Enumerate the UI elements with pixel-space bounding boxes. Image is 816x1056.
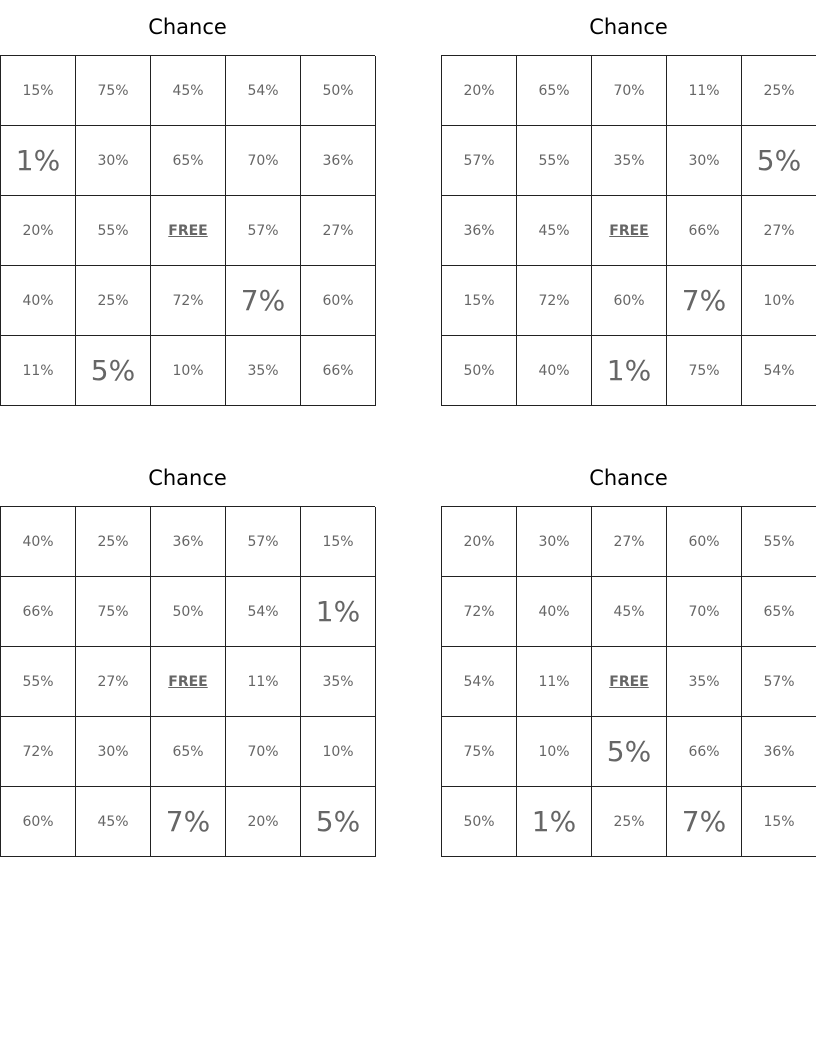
grid-cell: 25%	[76, 266, 151, 336]
grid-cell: 15%	[301, 507, 376, 577]
grid-cell: 66%	[667, 196, 742, 266]
grid-cell: 70%	[226, 126, 301, 196]
card-grid	[0, 506, 375, 857]
grid-cell: 25%	[742, 56, 816, 126]
grid-cell: 36%	[151, 507, 226, 577]
free-space: FREE	[592, 647, 667, 717]
grid-cell: 1%	[1, 126, 76, 196]
grid-cell: 70%	[226, 717, 301, 787]
grid-cell: 20%	[442, 507, 517, 577]
card-grid	[441, 506, 816, 857]
grid-cell: 54%	[226, 56, 301, 126]
grid-cell: 50%	[442, 336, 517, 406]
grid-cell: 20%	[442, 56, 517, 126]
grid-cell: 45%	[76, 787, 151, 857]
grid-cell: 30%	[667, 126, 742, 196]
grid-cell: 36%	[301, 126, 376, 196]
grid-cell: 27%	[76, 647, 151, 717]
grid-cell: 11%	[667, 56, 742, 126]
grid-cell: 60%	[1, 787, 76, 857]
grid-cell: 10%	[742, 266, 816, 336]
grid-cell: 60%	[667, 507, 742, 577]
grid-cell: 45%	[592, 577, 667, 647]
grid-cell: 36%	[742, 717, 816, 787]
grid-cell: 57%	[442, 126, 517, 196]
grid-cell: 54%	[442, 647, 517, 717]
grid-cell: 70%	[667, 577, 742, 647]
grid-cell: 75%	[76, 577, 151, 647]
card-title: Chance	[589, 15, 668, 39]
grid-cell: 45%	[517, 196, 592, 266]
grid-cell: 50%	[442, 787, 517, 857]
grid-cell: 10%	[301, 717, 376, 787]
grid-cell: 1%	[301, 577, 376, 647]
grid-cell: 45%	[151, 56, 226, 126]
free-space: FREE	[592, 196, 667, 266]
card-grid	[441, 55, 816, 406]
grid-cell: 55%	[517, 126, 592, 196]
grid-cell: 72%	[151, 266, 226, 336]
grid-cell: 20%	[226, 787, 301, 857]
grid-cell: 25%	[592, 787, 667, 857]
grid-cell: 75%	[76, 56, 151, 126]
grid-cell: 15%	[742, 787, 816, 857]
card-title: Chance	[148, 466, 227, 490]
grid-cell: 11%	[226, 647, 301, 717]
grid-cell: 5%	[301, 787, 376, 857]
bingo-card-3	[0, 451, 375, 857]
grid-cell: 40%	[517, 577, 592, 647]
grid-cell: 15%	[1, 56, 76, 126]
grid-cell: 5%	[592, 717, 667, 787]
grid-cell: 11%	[1, 336, 76, 406]
grid-cell: 35%	[592, 126, 667, 196]
grid-cell: 25%	[76, 507, 151, 577]
free-space: FREE	[151, 196, 226, 266]
grid-cell: 35%	[226, 336, 301, 406]
grid-cell: 55%	[742, 507, 816, 577]
grid-cell: 57%	[226, 196, 301, 266]
grid-cell: 10%	[151, 336, 226, 406]
grid-cell: 70%	[592, 56, 667, 126]
grid-cell: 1%	[592, 336, 667, 406]
grid-cell: 72%	[442, 577, 517, 647]
grid-cell: 57%	[742, 647, 816, 717]
grid-cell: 30%	[76, 717, 151, 787]
grid-cell: 15%	[442, 266, 517, 336]
grid-cell: 65%	[517, 56, 592, 126]
grid-cell: 5%	[742, 126, 816, 196]
grid-cell: 57%	[226, 507, 301, 577]
grid-cell: 40%	[1, 266, 76, 336]
grid-cell: 75%	[442, 717, 517, 787]
grid-cell: 36%	[442, 196, 517, 266]
card-title: Chance	[589, 466, 668, 490]
grid-cell: 7%	[667, 787, 742, 857]
grid-cell: 55%	[76, 196, 151, 266]
grid-cell: 60%	[301, 266, 376, 336]
grid-cell: 54%	[226, 577, 301, 647]
grid-cell: 40%	[1, 507, 76, 577]
grid-cell: 65%	[742, 577, 816, 647]
grid-cell: 75%	[667, 336, 742, 406]
grid-cell: 27%	[742, 196, 816, 266]
grid-cell: 30%	[517, 507, 592, 577]
grid-cell: 7%	[667, 266, 742, 336]
grid-cell: 50%	[301, 56, 376, 126]
grid-cell: 65%	[151, 717, 226, 787]
grid-cell: 60%	[592, 266, 667, 336]
grid-cell: 35%	[301, 647, 376, 717]
card-grid	[0, 55, 375, 406]
grid-cell: 72%	[1, 717, 76, 787]
grid-cell: 27%	[592, 507, 667, 577]
grid-cell: 54%	[742, 336, 816, 406]
grid-cell: 30%	[76, 126, 151, 196]
grid-cell: 20%	[1, 196, 76, 266]
grid-cell: 55%	[1, 647, 76, 717]
grid-cell: 35%	[667, 647, 742, 717]
grid-cell: 11%	[517, 647, 592, 717]
bingo-card-4	[441, 451, 816, 857]
bingo-card-1	[0, 0, 375, 406]
grid-cell: 72%	[517, 266, 592, 336]
grid-cell: 5%	[76, 336, 151, 406]
grid-cell: 40%	[517, 336, 592, 406]
grid-cell: 7%	[226, 266, 301, 336]
grid-cell: 10%	[517, 717, 592, 787]
card-title: Chance	[148, 15, 227, 39]
grid-cell: 7%	[151, 787, 226, 857]
grid-cell: 65%	[151, 126, 226, 196]
grid-cell: 66%	[1, 577, 76, 647]
grid-cell: 66%	[301, 336, 376, 406]
free-space: FREE	[151, 647, 226, 717]
grid-cell: 1%	[517, 787, 592, 857]
bingo-card-2	[441, 0, 816, 406]
grid-cell: 66%	[667, 717, 742, 787]
grid-cell: 50%	[151, 577, 226, 647]
grid-cell: 27%	[301, 196, 376, 266]
